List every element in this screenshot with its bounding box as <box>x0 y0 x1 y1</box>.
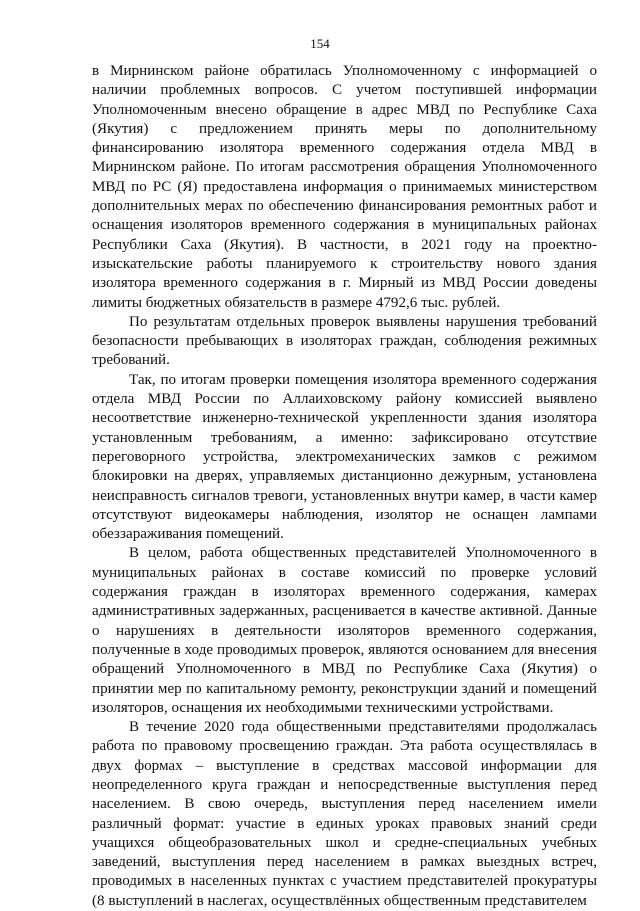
paragraph: в Мирнинском районе обратилась Уполномоченному с информацией о наличии проблемных вопросов. С учетом поступившей информации Уполномоченным внесено обращение в адрес МВД по Республике Саха (Якутия) с предложением принять меры по дополнительному финансированию изолятора временного содержания отдела МВД в Мирнинском районе. По итогам рассмотрения обращения Уполномоченного МВД по РС (Я) предоставлена информация о принимаемых министерством дополнительных мерах по обеспечению финансирования ремонтных работ и оснащения изоляторов временного содержания в муниципальных районах Республики Саха (Якутия). В частности, в 2021 году на проектно-изыскательские работы планируемого к строительству нового здания изолятора временного содержания в г. Мирный из МВД России доведены лимиты бюджетных обязательств в размере 4792,6 тыс. рублей. <box>92 63 597 311</box>
paragraph: По результатам отдельных проверок выявлены нарушения требований безопасности пребывающих в изоляторах граждан, соблюдения режимных требований. <box>92 313 597 369</box>
paragraph: Так, по итогам проверки помещения изолятора временного содержания отдела МВД России по Аллаиховскому району комиссией выявлено несоответствие инженерно-технической укрепленности здания изолятора установленным требованиям, а именно: зафиксировано отсутствие переговорного устройства, электромеханических замков с режимом блокировки на дверях, управляемых дистанционно дежурным, установлена неисправность сигналов тревоги, установленных внутри камер, в части камер отсутствуют видеокамеры наблюдения, изолятор не оснащен лампами обеззараживания помещений. <box>92 371 597 543</box>
document-body <box>92 62 597 911</box>
paragraph: В целом, работа общественных представителей Уполномоченного в муниципальных районах в составе комиссий по проверке условий содержания граждан в изоляторах временного содержания, камерах административных задержанных, расценивается в качестве активной. Данные о нарушениях в деятельности изоляторов временного содержания, полученные в ходе проводимых проверок, являются основанием для внесения обращений Уполномоченного в МВД по Республике Саха (Якутия) о принятии мер по капитальному ремонту, реконструкции зданий и помещений изоляторов, оснащения их необходимыми техническими устройствами. <box>92 545 597 716</box>
page-number: 154 <box>310 36 330 51</box>
paragraph: В течение 2020 года общественными представителями продолжалась работа по правовому просвещению граждан. Эта работа осуществлялась в двух формах – выступление в средствах массовой информации для неопределенного круга граждан и непосредственные выступления перед населением. В свою очередь, выступления перед населением имели различный формат: участие в единых уроках правовых знаний среди учащихся общеобразовательных школ и средне-специальных учебных заведений, выступления перед населением в рамках выездных встреч, проводимых в населенных пунктах с участием представителей прокуратуры (8 выступлений в наслегах, осуществлённых общественным представителем <box>92 719 597 909</box>
